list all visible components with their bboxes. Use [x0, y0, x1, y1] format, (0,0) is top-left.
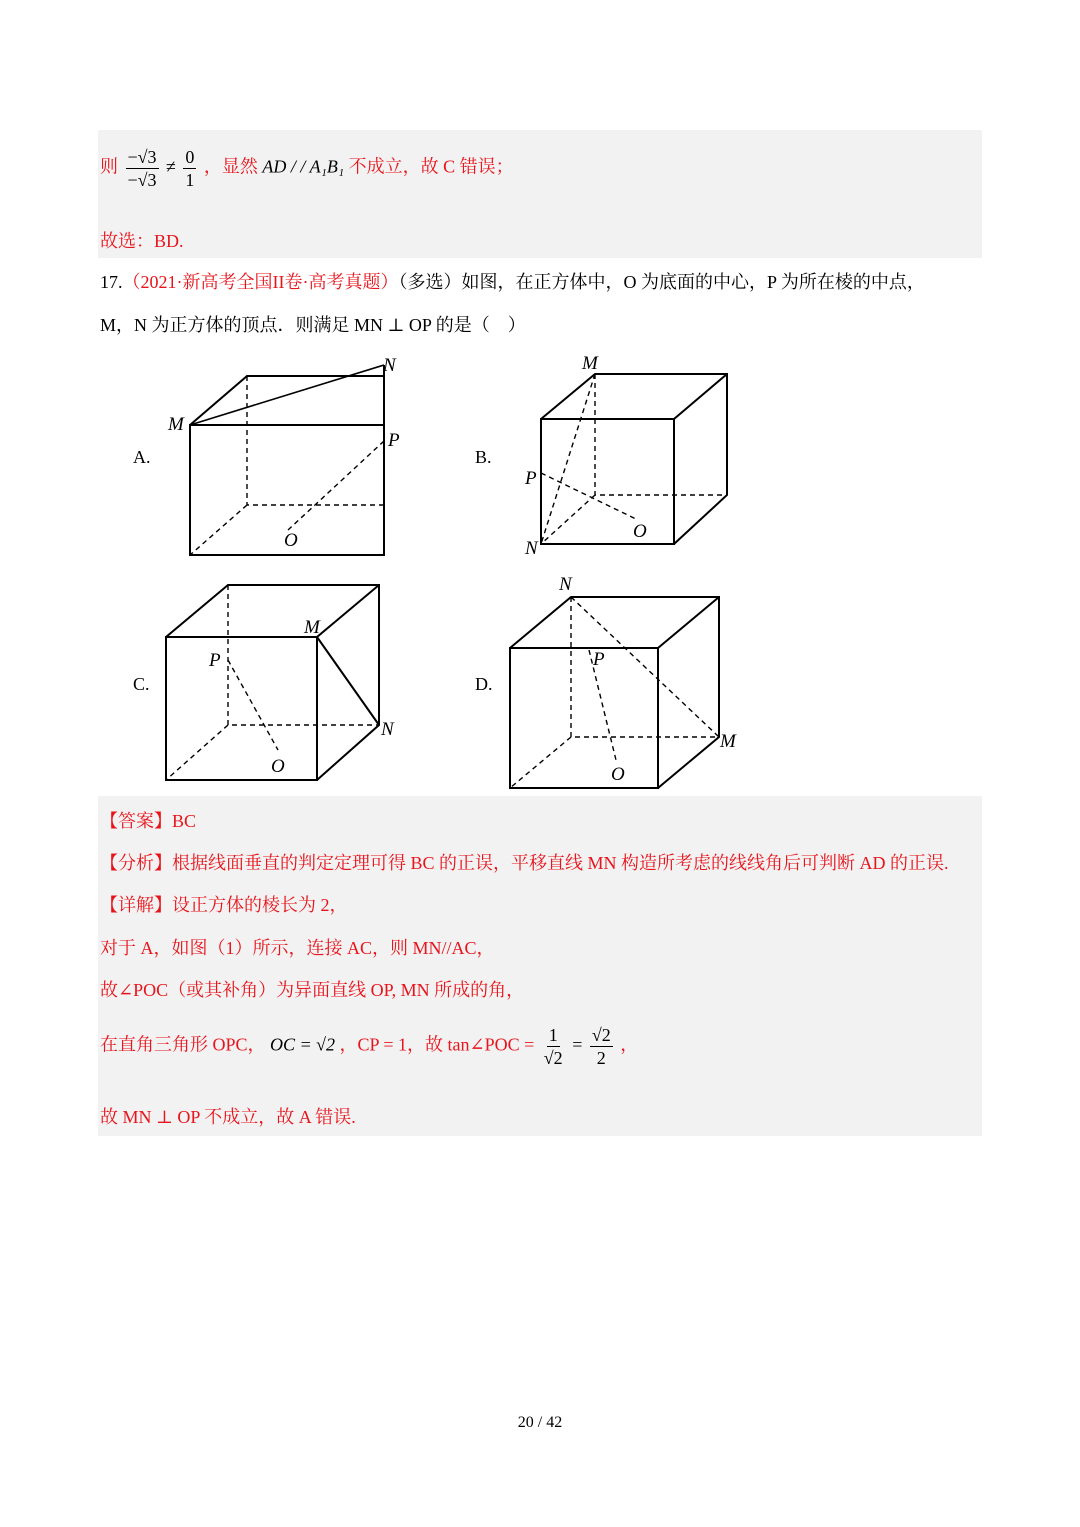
page-number: 20 / 42	[517, 1414, 563, 1431]
question-line-2: M，N 为正方体的顶点．则满足 MN ⊥ OP 的是（ ）	[100, 315, 526, 335]
question-source: （2021·新高考全国II卷·高考真题）	[122, 272, 399, 292]
point-n-c: N	[381, 719, 394, 740]
detail-text: 设正方体的棱长为 2，	[172, 895, 348, 915]
answer-value: BC	[172, 811, 197, 831]
cube-figure-a	[190, 365, 384, 555]
question-text-1: （多选）如图，在正方体中，O 为底面的中心，P 为所在棱的中点，	[398, 272, 925, 292]
point-n-d: N	[559, 574, 572, 595]
point-o-d: O	[611, 764, 625, 785]
prev-conclusion: 故选：BD.	[100, 231, 184, 251]
solution-block	[98, 796, 982, 1136]
point-m-d: M	[720, 731, 736, 752]
cube-figure-b	[541, 374, 727, 544]
point-o-c: O	[271, 756, 285, 777]
point-n-a: N	[383, 355, 396, 376]
analysis-tag: 【分析】	[100, 853, 172, 873]
point-p-b: P	[525, 468, 537, 489]
option-c-label: C.	[133, 674, 150, 694]
fraction-sqrt2-2: $\frac{√2}{2}$	[591, 1025, 611, 1068]
point-m-c: M	[304, 617, 320, 638]
option-d-label: D.	[475, 674, 493, 694]
point-p-a: P	[388, 430, 400, 451]
question-line-1	[100, 268, 925, 294]
solution-line-a: 对于 A，如图（1）所示，连接 AC，则 MN//AC，	[100, 938, 495, 958]
analysis-text: 根据线面垂直的判定定理可得 BC 的正误，平移直线 MN 构造所考虑的线线角后可判断 AD 的正误.	[172, 853, 949, 873]
question-number: 17.	[100, 272, 123, 292]
prev-solution-line: 则 $\frac{-√3}{-√3}$ ≠ $\frac{0}{1}$ ，显然 AD / / A₁B₁ 不成立，故 C 错误；	[100, 147, 514, 190]
fraction-sqrt3: $\frac{-√3}{-√3}$	[127, 147, 157, 190]
point-m-b: M	[582, 353, 598, 374]
detail-tag: 【详解】	[100, 895, 172, 915]
point-o-a: O	[284, 530, 298, 551]
fraction-0-1: $\frac{0}{1}$	[185, 147, 195, 190]
solution-line-angle: 故∠POC（或其补角）为异面直线 OP, MN 所成的角，	[100, 980, 525, 1000]
answer-tag: 【答案】	[100, 811, 172, 831]
point-m-a: M	[168, 414, 184, 435]
point-p-c: P	[209, 650, 221, 671]
answer-line	[100, 807, 196, 833]
solution-line-conclusion: 故 MN ⊥ OP 不成立，故 A 错误.	[100, 1107, 356, 1127]
cube-figure-c	[166, 585, 379, 780]
cube-figures	[98, 345, 798, 795]
detail-line	[100, 891, 348, 917]
point-o-b: O	[633, 521, 647, 542]
option-b-label: B.	[475, 447, 492, 467]
fraction-1-sqrt2: $\frac{1}{√2}$	[543, 1025, 563, 1068]
analysis-line	[100, 849, 949, 875]
point-p-d: P	[593, 649, 605, 670]
option-a-label: A.	[133, 447, 151, 467]
cube-figure-d	[510, 597, 719, 788]
solution-line-triangle: 在直角三角形 OPC， OC = √2 ，CP = 1，故 tan∠POC = $\frac{1}{√2}$ = $\frac{√2}{2}$ ，	[100, 1025, 639, 1068]
point-n-b: N	[525, 538, 538, 559]
